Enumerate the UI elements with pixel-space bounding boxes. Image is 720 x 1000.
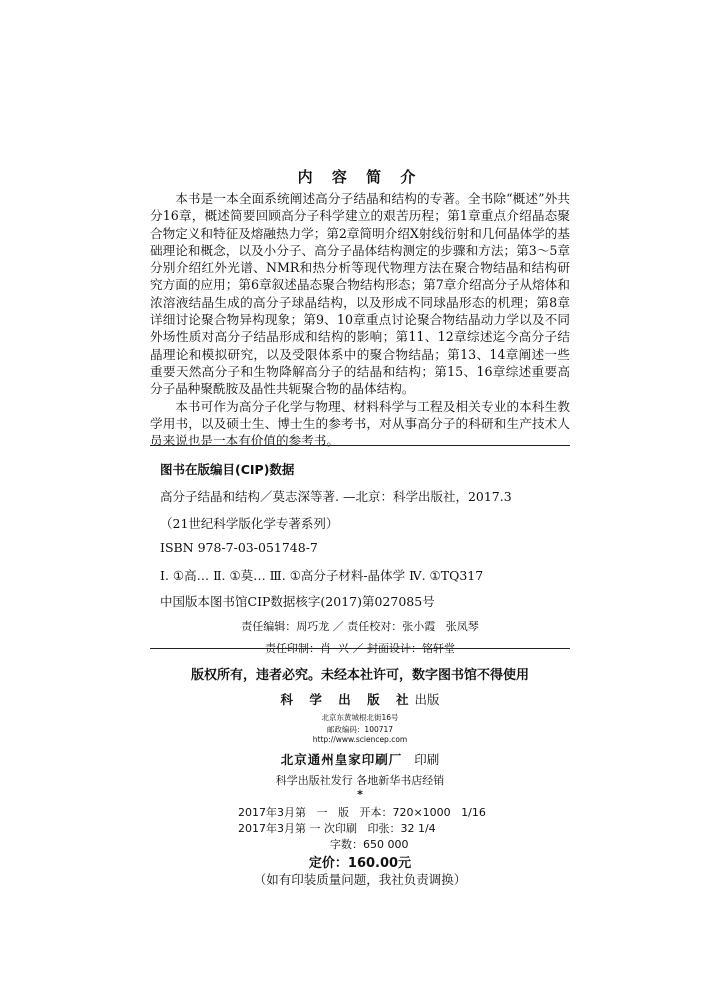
cip-series-line: （21世纪科学版化学专著系列） [160,516,339,531]
publisher-line [0,690,720,708]
printer-line [0,750,720,768]
distribution-line: 科学出版社发行 各地新华书店经销 [275,774,445,787]
separator-star: * [357,788,363,801]
edition-line: 2017年3月第 一 版 开本：720×1000 1/16 [238,806,486,819]
word-count-line: 字数：650 000 [330,838,409,851]
cip-isbn-line: ISBN 978-7-03-051748-7 [160,540,318,555]
divider [150,445,570,446]
cip-bibliographic-line: 高分子结晶和结构／莫志深等著. —北京：科学出版社，2017.3 [160,489,512,504]
quality-note: （如有印装质量问题，我社负责调换） [253,872,467,887]
cip-classification-line: Ⅰ. ①高… Ⅱ. ①莫… Ⅲ. ①高分子材料-晶体学 Ⅳ. ①TQ317 [160,568,484,583]
page-title: 内 容 简 介 [297,168,423,186]
publisher-address: 北京东黄城根北街16号 [321,713,399,722]
summary-paragraph-2: 本书可作为高分子化学与物理、材料科学与工程及相关专业的本科生教学用书，以及硕士生、博士生的参考书，对从事高分子的科研和生产技术人员来说也是一本有价值的参考书。 [150,398,570,449]
publisher-name: 科 学 出 版 社 [280,692,415,707]
printer-suffix: 印刷 [414,752,440,767]
divider [150,648,570,649]
cip-heading: 图书在版编目(CIP)数据 [160,462,295,477]
price: 定价：160.00元 [308,856,412,871]
summary-paragraph-1: 本书是一本全面系统阐述高分子结晶和结构的专著。全书除“概述”外共分16章，概述简要回顾高分子科学建立的艰苦历程；第1章重点介绍晶态聚合物定义和特征及熔融热力学；第2章简明介绍X射线衍射和几何晶体学的基础理论和概念，以及小分子、高分子晶体结构测定的步骤和方法；第3～5章分别介绍红外光谱、NMR和热分析等现代物理方法在聚合物结晶和结构研究方面的应用；第6章叙述晶态聚合物结构形态；第7章介绍高分子从熔体和浓溶液结晶生成的高分子球晶结构，以及形成不同球晶形态的机理；第8章详细讨论聚合物异构现象；第9、10章重点讨论聚合物结晶动力学以及不同外场性质对高分子结晶形成和结构的影响；第11、12章综述迄今高分子结晶理论和模拟研究，以及受限体系中的聚合物结晶；第13、14章阐述一些重要天然高分子和生物降解高分子的结晶和结构；第15、16章综述重要高分子晶种聚酰胺及晶性共轭聚合物的晶体结构。 [150,191,570,397]
publisher-postcode: 邮政编码：100717 [326,725,394,734]
content-summary [150,190,570,449]
printer-name: 北京通州皇家印刷厂 [280,752,403,767]
printing-line: 2017年3月第 一 次印刷 印张：32 1/4 [238,822,436,835]
cip-record-number-line: 中国版本图书馆CIP数据核字(2017)第027085号 [160,594,435,609]
production-credits: 责任印制：肖 兴 ／ 封面设计：铭轩堂 [265,642,455,655]
publisher-suffix: 出版 [414,692,440,707]
editor-credits: 责任编辑：周巧龙 ／ 责任校对：张小霞 张凤琴 [241,620,479,633]
rights-statement: 版权所有，违者必究。未经本社许可，数字图书馆不得使用 [190,668,529,683]
publisher-url: http://www.sciencep.com [312,735,408,744]
